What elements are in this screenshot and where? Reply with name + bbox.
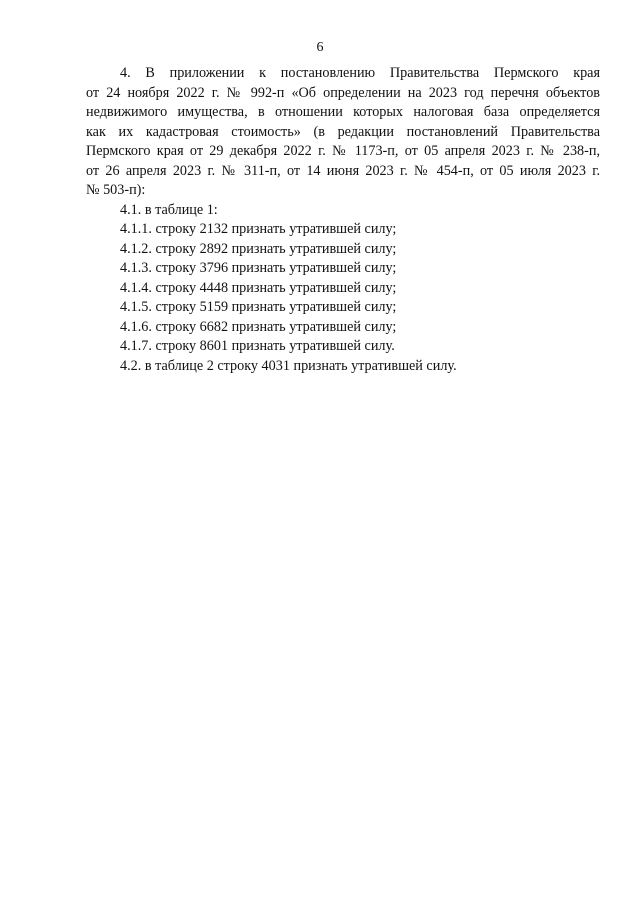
- list-item: 4.1.7. строку 8601 признать утратившей силу.: [120, 338, 395, 354]
- list-item: 4.1.5. строку 5159 признать утратившей силу;: [120, 299, 397, 315]
- list-item: 4.1.1. строку 2132 признать утратившей силу;: [120, 221, 397, 237]
- list-item: 4.1.3. строку 3796 признать утратившей силу;: [120, 260, 397, 276]
- paragraph-line: 4. В приложении к постановлению Правительства Пермского края: [120, 65, 600, 81]
- list-item: 4.1. в таблице 1:: [120, 201, 218, 218]
- paragraph-line: недвижимого имущества, в отношении которых налоговая база определяется: [86, 104, 600, 120]
- page-number: 6: [316, 40, 324, 55]
- document-body: [86, 64, 600, 376]
- paragraph-line: как их кадастровая стоимость» (в редакции постановлений Правительства: [86, 123, 600, 140]
- list-item: 4.1.4. строку 4448 признать утратившей силу;: [120, 279, 397, 296]
- list-item: 4.1.2. строку 2892 признать утратившей силу;: [120, 240, 397, 257]
- amendment-list: [86, 201, 600, 377]
- paragraph-line: Пермского края от 29 декабря 2022 г. № 1173-п, от 05 апреля 2023 г. № 238-п,: [86, 143, 600, 159]
- paragraph-4: [86, 64, 600, 201]
- list-item: 4.2. в таблице 2 строку 4031 признать утратившей силу.: [120, 357, 457, 374]
- paragraph-line: от 26 апреля 2023 г. № 311-п, от 14 июня 2023 г. № 454-п, от 05 июля 2023 г.: [86, 162, 600, 179]
- list-item: 4.1.6. строку 6682 признать утратившей силу;: [120, 318, 397, 335]
- paragraph-line: № 503-п):: [86, 182, 146, 198]
- paragraph-line: от 24 ноября 2022 г. № 992-п «Об определении на 2023 год перечня объектов: [86, 84, 600, 101]
